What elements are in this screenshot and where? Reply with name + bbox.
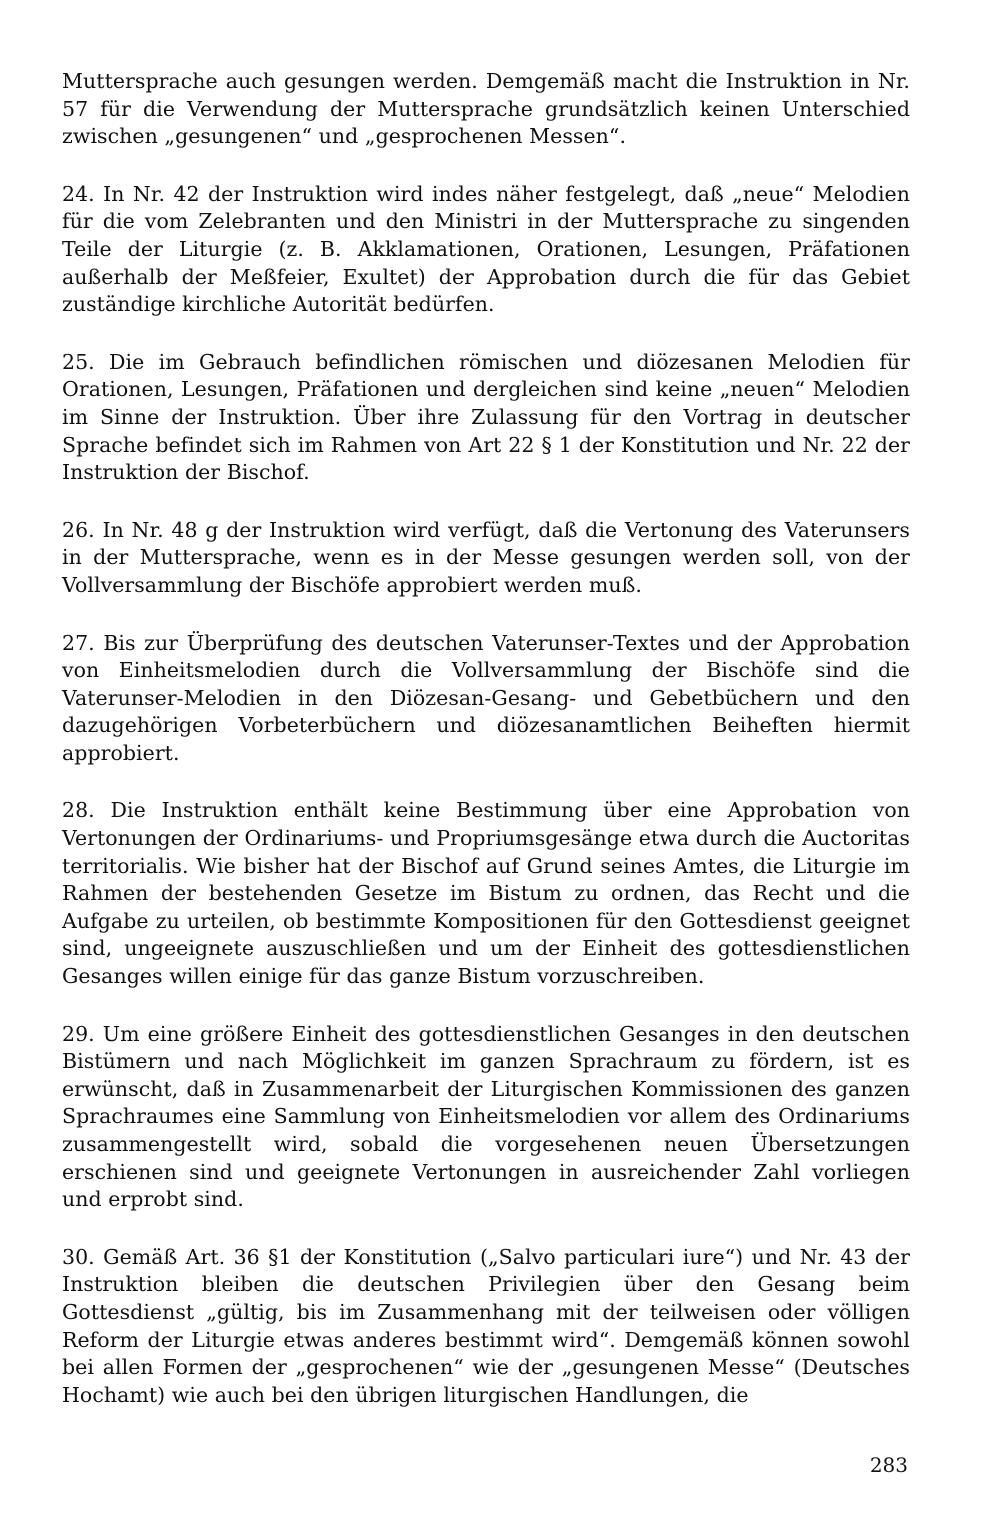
paragraph-28: 28. Die Instruktion enthält keine Bestimmung über eine Approbation von Vertonungen der Ordinariums- und Propriumsgesänge etwa durch die Auctoritas territorialis. Wie bisher hat der Bischof auf Grund seines Amtes, die Liturgie im Rahmen der bestehenden Gesetze im Bistum zu ordnen, das Recht und die Aufgabe zu urteilen, ob bestimmte Kompositionen für den Gottesdienst geeignet sind, ungeeignete auszuschließen und um der Einheit des gottesdienstlichen Gesanges willen einige für das ganze Bistum vorzuschreiben. (62, 798, 910, 989)
paragraph-25: 25. Die im Gebrauch befindlichen römischen und diözesanen Melodien für Orationen, Lesungen, Präfationen und dergleichen sind keine „neuen“ Melodien im Sinne der Instruktion. Über ihre Zulassung für den Vortrag in deutscher Sprache befindet sich im Rahmen von Art 22 § 1 der Konstitution und Nr. 22 der Instruktion der Bischof. (62, 349, 910, 485)
paragraph-24: 24. In Nr. 42 der Instruktion wird indes näher festgelegt, daß „neue“ Melodien für die vom Zelebranten und den Ministri in der Muttersprache zu singenden Teile der Liturgie (z. B. Akklamationen, Orationen, Lesungen, Präfationen außerhalb der Meßfeier, Exultet) der Approbation durch die für das Gebiet zuständige kirchliche Autorität bedürfen. (62, 181, 910, 317)
paragraph-30: 30. Gemäß Art. 36 §1 der Konstitution („Salvo particulari iure“) und Nr. 43 der Instruktion bleiben die deutschen Privilegien über den Gesang beim Gottesdienst „gültig, bis im Zusammenhang mit der teilweisen oder völligen Reform der Liturgie etwas anderes bestimmt wird“. Demgemäß können sowohl bei allen Formen der „gesprochenen“ wie der „gesungenen Messe“ (Deutsches Hochamt) wie auch bei den übrigen liturgischen Handlungen, die (62, 1244, 910, 1407)
paragraph-26: 26. In Nr. 48 g der Instruktion wird verfügt, daß die Vertonung des Vaterunsers in der Muttersprache, wenn es in der Messe gesungen werden soll, von der Vollversammlung der Bischöfe approbiert werden muß. (62, 517, 910, 597)
paragraph-29: 29. Um eine größere Einheit des gottesdienstlichen Gesanges in den deutschen Bistümern und nach Möglichkeit im ganzen Sprachraum zu fördern, ist es erwünscht, daß in Zusammenarbeit der Liturgischen Kommissionen des ganzen Sprachraumes eine Sammlung von Einheitsmelodien vor allem des Ordinariums zusammengestellt wird, sobald die vorgesehenen neuen Übersetzungen erschienen sind und geeignete Vertonungen in ausreichender Zahl vorliegen und erprobt sind. (62, 1021, 910, 1212)
page-number: 283 (869, 1453, 908, 1477)
paragraph-continuation: Muttersprache auch gesungen werden. Demgemäß macht die Instruktion in Nr. 57 für die Verwendung der Muttersprache grundsätzlich keinen Unterschied zwischen „gesungenen“ und „gesprochenen Messen“. (62, 69, 910, 149)
page-body (62, 68, 910, 1439)
paragraph-27: 27. Bis zur Überprüfung des deutschen Vaterunser-Textes und der Approbation von Einheitsmelodien durch die Vollversammlung der Bischöfe sind die Vaterunser-Melodien in den Diözesan-Gesang- und Gebetbüchern und den dazugehörigen Vorbeterbüchern und diözesanamtlichen Beiheften hiermit approbiert. (62, 630, 910, 765)
